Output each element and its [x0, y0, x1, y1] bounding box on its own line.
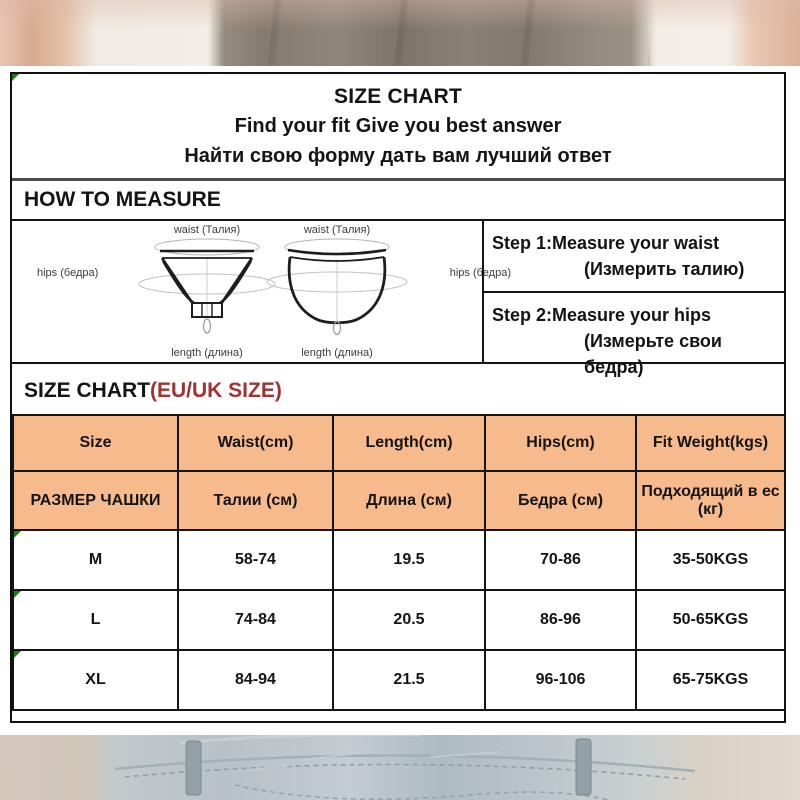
size-cell [13, 650, 178, 710]
measure-steps [482, 221, 784, 378]
size-cell [13, 530, 178, 590]
hips-cell: 96-106 [485, 650, 636, 710]
header-cell: Length(cm) [333, 415, 485, 471]
weight-cell: 50-65KGS [636, 590, 785, 650]
green-corner-marker [14, 531, 21, 538]
header-cell: Подходящий в ес (кг) [636, 471, 785, 530]
size-chart-title-red: (EU/UK SIZE) [150, 379, 282, 402]
weight-cell: 35-50KGS [636, 530, 785, 590]
header-cell: Талии (см) [178, 471, 333, 530]
waist-label: waist (Талия) [173, 224, 241, 236]
header-cell: Бедра (см) [485, 471, 636, 530]
hips-cell: 70-86 [485, 530, 636, 590]
table-row [13, 650, 785, 710]
length-label: length (длина) [301, 347, 373, 359]
green-corner-marker [12, 74, 19, 81]
step-2-text-ru: (Измерьте свои бедра) [584, 331, 722, 378]
green-corner-marker [14, 651, 21, 658]
model-torso-photo [0, 0, 800, 66]
header-subtitle-ru: Найти свою форму дать вам лучший ответ [184, 144, 612, 167]
hips-label: hips (бедра) [37, 267, 99, 279]
size-cell [13, 590, 178, 650]
hips-label: hips (бедра) [449, 267, 511, 279]
table-header-row-en [13, 415, 785, 471]
cell-value: XL [85, 671, 106, 688]
header-cell: Fit Weight(kgs) [636, 415, 785, 471]
size-chart-panel [10, 72, 786, 723]
header-cell: Длина (см) [333, 471, 485, 530]
cell-value: M [88, 551, 103, 568]
header-cell: Size [13, 415, 178, 471]
hips-cell: 86-96 [485, 590, 636, 650]
table-row [13, 590, 785, 650]
measure-section [12, 221, 784, 378]
green-corner-marker [14, 591, 21, 598]
step-1-text-en: Step 1:Measure your waist [492, 233, 720, 253]
step-1-text-ru: (Измерить талию) [584, 259, 745, 280]
waist-cell: 74-84 [178, 590, 333, 650]
table-header-row-ru [13, 471, 785, 530]
panty-back-diagram [237, 221, 511, 362]
size-table [12, 414, 786, 711]
tank-top-folds [215, 0, 650, 66]
step-1 [484, 221, 784, 293]
length-cell: 21.5 [333, 650, 485, 710]
panty-back-drawing [262, 237, 412, 339]
step-2-text-en: Step 2:Measure your hips [492, 305, 712, 325]
header-cell: Waist(cm) [178, 415, 333, 471]
length-cell: 20.5 [333, 590, 485, 650]
header-cell: Hips(cm) [485, 415, 636, 471]
header-subtitle-en: Find your fit Give you best answer [234, 115, 562, 137]
panel-header [12, 74, 784, 181]
waist-cell: 58-74 [178, 530, 333, 590]
header-cell: РАЗМЕР ЧАШКИ [13, 471, 178, 530]
measure-diagrams [12, 221, 511, 362]
waist-cell: 84-94 [178, 650, 333, 710]
step-2 [484, 293, 784, 378]
jeans-photo [0, 735, 800, 800]
cell-value: L [90, 611, 101, 628]
table-row [13, 530, 785, 590]
how-to-measure-title: HOW TO MEASURE [12, 181, 784, 221]
length-cell: 19.5 [333, 530, 485, 590]
size-chart-title-black: SIZE CHART [24, 379, 150, 402]
jeans-details-drawing [0, 735, 800, 800]
length-label: length (длина) [171, 347, 243, 359]
weight-cell: 65-75KGS [636, 650, 785, 710]
size-chart-heading: SIZE CHART [334, 84, 462, 108]
waist-label: waist (Талия) [303, 224, 371, 236]
